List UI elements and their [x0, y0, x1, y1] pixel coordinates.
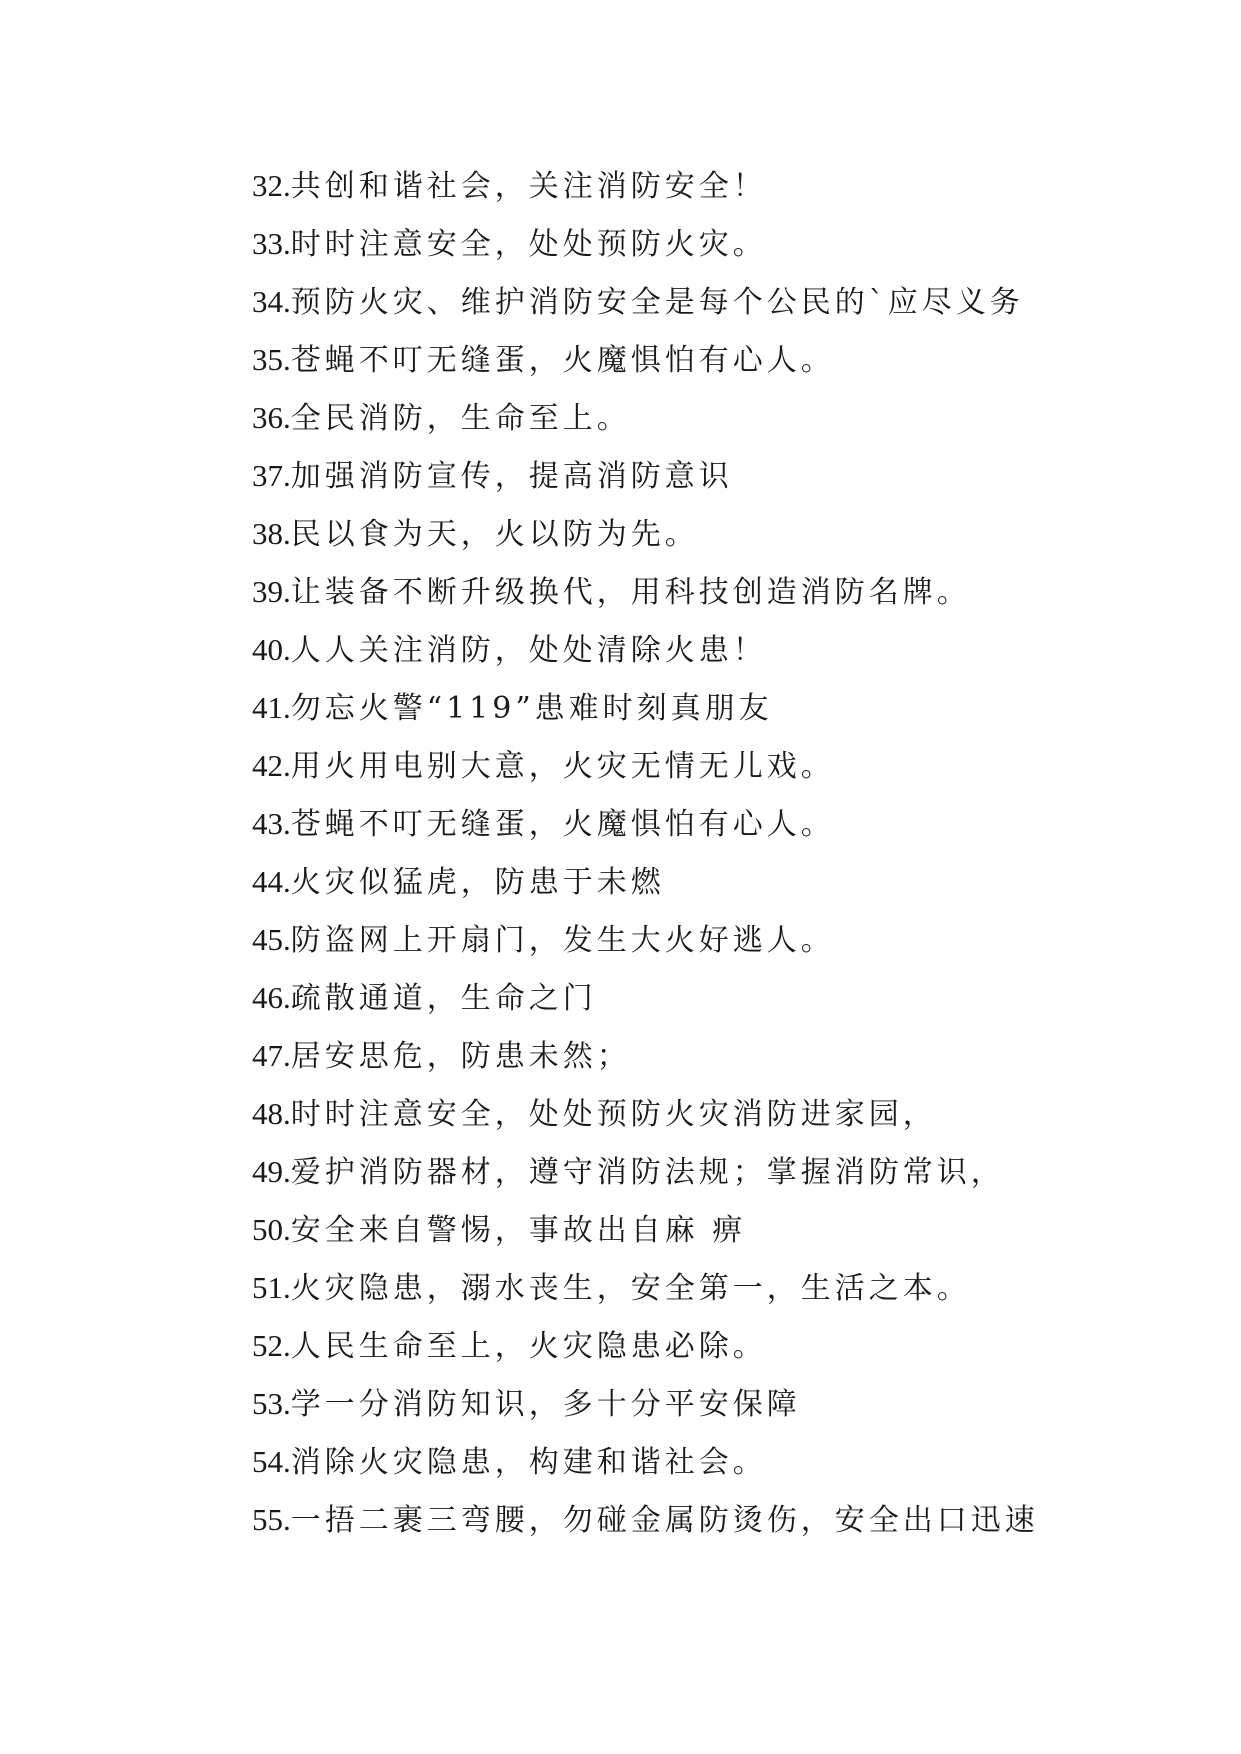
- item-number: 48.: [252, 1096, 291, 1131]
- list-item: [252, 1201, 1039, 1259]
- item-number: 40.: [252, 632, 291, 667]
- item-text: 预防火灾、维护消防安全是每个公民的`应尽义务: [290, 285, 1024, 320]
- list-item: [252, 331, 1039, 389]
- list-item: [252, 1317, 1039, 1375]
- list-item: [252, 795, 1039, 853]
- list-item: [252, 1433, 1039, 1491]
- item-text: 爱护消防器材，遵守消防法规；掌握消防常识，: [290, 1155, 1005, 1190]
- list-item: [252, 853, 1039, 911]
- list-item: [252, 1491, 1039, 1549]
- item-text: 一捂二裹三弯腰，勿碰金属防烫伤，安全出口迅速: [290, 1503, 1039, 1538]
- item-text: 时时注意安全，处处预防火灾。: [290, 227, 767, 262]
- item-number: 37.: [252, 458, 291, 493]
- item-text: 共创和谐社会，关注消防安全！: [290, 169, 767, 204]
- item-number: 55.: [252, 1502, 291, 1537]
- item-text: 勿忘火警“119”患难时刻真朋友: [290, 691, 773, 726]
- item-text: 民以食为天，火以防为先。: [290, 517, 699, 552]
- list-item: [252, 737, 1039, 795]
- item-text: 用火用电别大意，火灾无情无儿戏。: [290, 749, 835, 784]
- item-number: 46.: [252, 980, 291, 1015]
- list-item: [252, 215, 1039, 273]
- item-number: 50.: [252, 1212, 291, 1247]
- item-number: 53.: [252, 1386, 291, 1421]
- item-text: 火灾似猛虎，防患于未燃: [290, 865, 665, 900]
- item-text: 人民生命至上，火灾隐患必除。: [290, 1329, 767, 1364]
- list-item: [252, 679, 1039, 737]
- item-number: 36.: [252, 400, 291, 435]
- item-number: 41.: [252, 690, 291, 725]
- list-item: [252, 505, 1039, 563]
- item-text: 人人关注消防，处处清除火患！: [290, 633, 767, 668]
- item-text: 时时注意安全，处处预防火灾消防进家园，: [290, 1097, 937, 1132]
- item-number: 43.: [252, 806, 291, 841]
- list-item: [252, 1259, 1039, 1317]
- item-text: 火灾隐患，溺水丧生，安全第一，生活之本。: [290, 1271, 971, 1306]
- list-item: [252, 621, 1039, 679]
- item-number: 35.: [252, 342, 291, 377]
- item-text: 让装备不断升级换代，用科技创造消防名牌。: [290, 575, 971, 610]
- item-text: 居安思危，防患未然；: [290, 1039, 631, 1074]
- item-text: 学一分消防知识，多十分平安保障: [290, 1387, 801, 1422]
- item-text: 防盗网上开扇门，发生大火好逃人。: [290, 923, 835, 958]
- list-item: [252, 1085, 1039, 1143]
- item-text: 安全来自警惕，事故出自麻 痹: [290, 1213, 747, 1248]
- list-item: [252, 273, 1039, 331]
- item-number: 32.: [252, 168, 291, 203]
- item-number: 51.: [252, 1270, 291, 1305]
- item-number: 38.: [252, 516, 291, 551]
- item-number: 33.: [252, 226, 291, 261]
- item-text: 加强消防宣传，提高消防意识: [290, 459, 733, 494]
- item-number: 47.: [252, 1038, 291, 1073]
- list-item: [252, 1143, 1039, 1201]
- item-text: 全民消防，生命至上。: [290, 401, 631, 436]
- item-number: 39.: [252, 574, 291, 609]
- item-number: 54.: [252, 1444, 291, 1479]
- list-item: [252, 563, 1039, 621]
- item-text: 消除火灾隐患，构建和谐社会。: [290, 1445, 767, 1480]
- item-number: 52.: [252, 1328, 291, 1363]
- list-item: [252, 911, 1039, 969]
- list-item: [252, 1375, 1039, 1433]
- list-item: [252, 389, 1039, 447]
- list-item: [252, 157, 1039, 215]
- item-number: 44.: [252, 864, 291, 899]
- list-item: [252, 1027, 1039, 1085]
- item-number: 34.: [252, 284, 291, 319]
- item-text: 苍蝇不叮无缝蛋，火魔惧怕有心人。: [290, 807, 835, 842]
- item-text: 疏散通道，生命之门: [290, 981, 597, 1016]
- slogan-list: [252, 157, 1039, 1549]
- item-number: 45.: [252, 922, 291, 957]
- list-item: [252, 447, 1039, 505]
- item-text: 苍蝇不叮无缝蛋，火魔惧怕有心人。: [290, 343, 835, 378]
- item-number: 49.: [252, 1154, 291, 1189]
- list-item: [252, 969, 1039, 1027]
- item-number: 42.: [252, 748, 291, 783]
